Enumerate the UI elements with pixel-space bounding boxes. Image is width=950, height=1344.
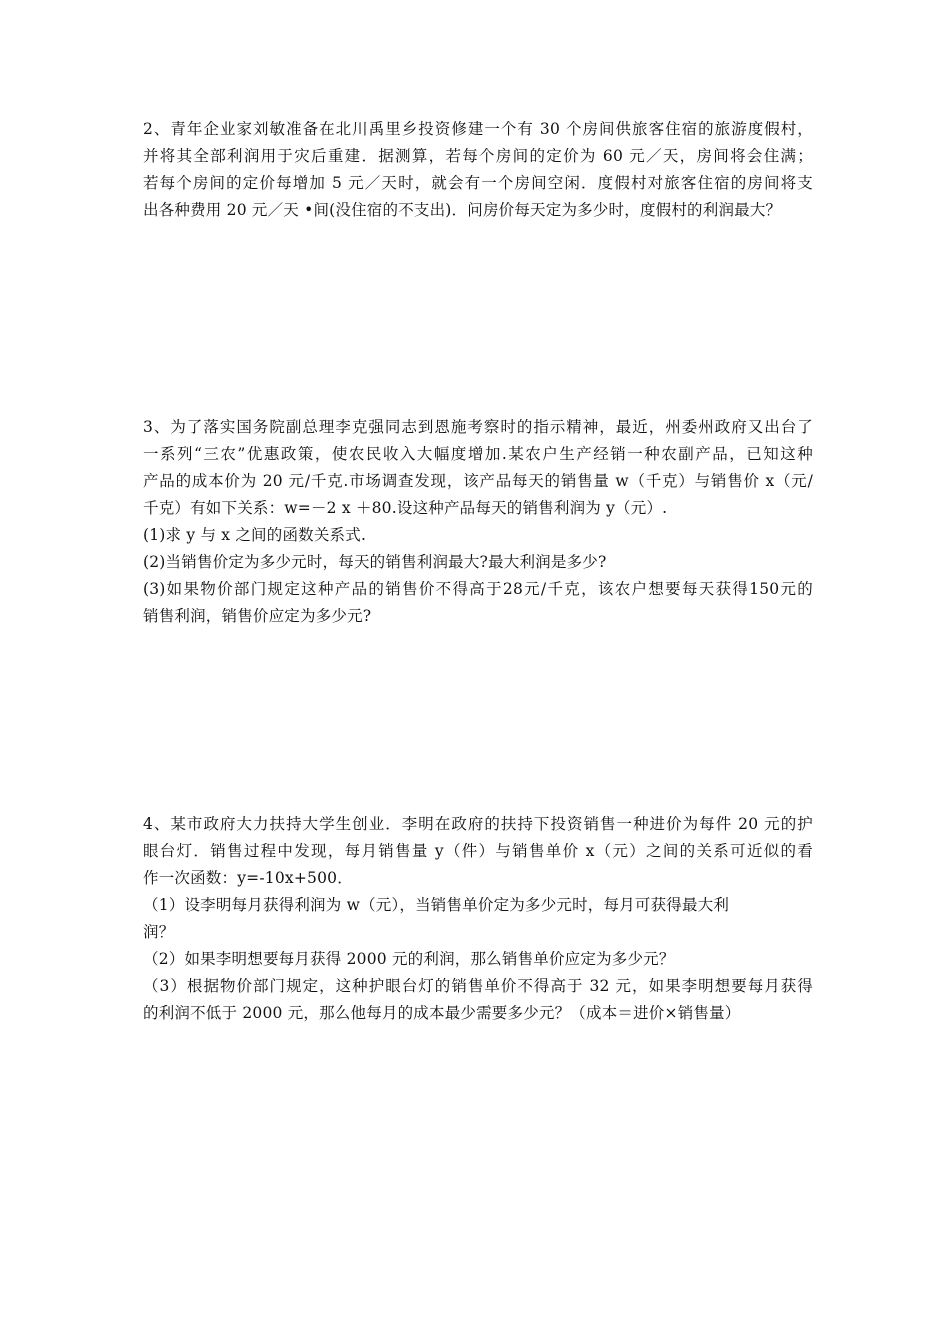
problem-3-line: 销售利润，销售价应定为多少元? [143,607,372,625]
problem-3-line: 产品的成本价为 20 元/千克.市场调查发现，该产品每天的销售量 w（千克）与销售价 x（元/ [143,472,813,490]
problem-3 [143,414,813,630]
problem-3-question-2: (2)当销售价定为多少元时，每天的销售利润最大?最大利润是多少? [143,553,607,571]
problem-3-line: 一系列“三农”优惠政策，使农民收入大幅度增加.某农户生产经销一种农副产品，已知这种 [143,445,813,463]
problem-2 [143,116,813,224]
problem-4-line: 4、某市政府大力扶持大学生创业．李明在政府的扶持下投资销售一种进价为每件 20 元的护 [143,815,813,833]
problem-4-line: 的利润不低于 2000 元，那么他每月的成本最少需要多少元？（成本＝进价×销售量） [143,1004,741,1022]
problem-4-question-2: （2）如果李明想要每月获得 2000 元的利润，那么销售单价应定为多少元？ [143,950,675,968]
problem-3-line: 3、为了落实国务院副总理李克强同志到恩施考察时的指示精神，最近，州委州政府又出台了 [143,418,813,436]
problem-4-line: 润？ [143,923,175,941]
problem-2-line: 若每个房间的定价每增加 5 元／天时，就会有一个房间空闲．度假村对旅客住宿的房间将支 [143,174,813,192]
problem-3-line: 千克）有如下关系：w=－2 x ＋80.设这种产品每天的销售利润为 y（元）. [143,499,668,517]
problem-4-line: 眼台灯．销售过程中发现，每月销售量 y（件）与销售单价 x（元）之间的关系可近似的看 [143,842,813,860]
problem-2-line: 并将其全部利润用于灾后重建．据测算，若每个房间的定价为 60 元／天，房间将会住满； [143,147,813,165]
problem-2-line: 2、青年企业家刘敏准备在北川禹里乡投资修建一个有 30 个房间供旅客住宿的旅游度假村， [143,120,813,138]
problem-4-question-1: （1）设李明每月获得利润为 w（元），当销售单价定为多少元时，每月可获得最大利 [143,896,730,914]
problem-4-line: 作一次函数：y=-10x+500． [143,869,353,887]
problem-4-question-3: （3）根据物价部门规定，这种护眼台灯的销售单价不得高于 32 元，如果李明想要每月获得 [143,977,813,995]
problem-3-question-1: (1)求 y 与 x 之间的函数关系式. [143,526,367,544]
problem-3-question-3: (3)如果物价部门规定这种产品的销售价不得高于28元/千克，该农户想要每天获得150元的 [143,580,813,598]
problem-4 [143,811,813,1027]
problem-2-line: 出各种费用 20 元／天 •间(没住宿的不支出)．问房价每天定为多少时，度假村的利润最大？ [143,201,782,219]
